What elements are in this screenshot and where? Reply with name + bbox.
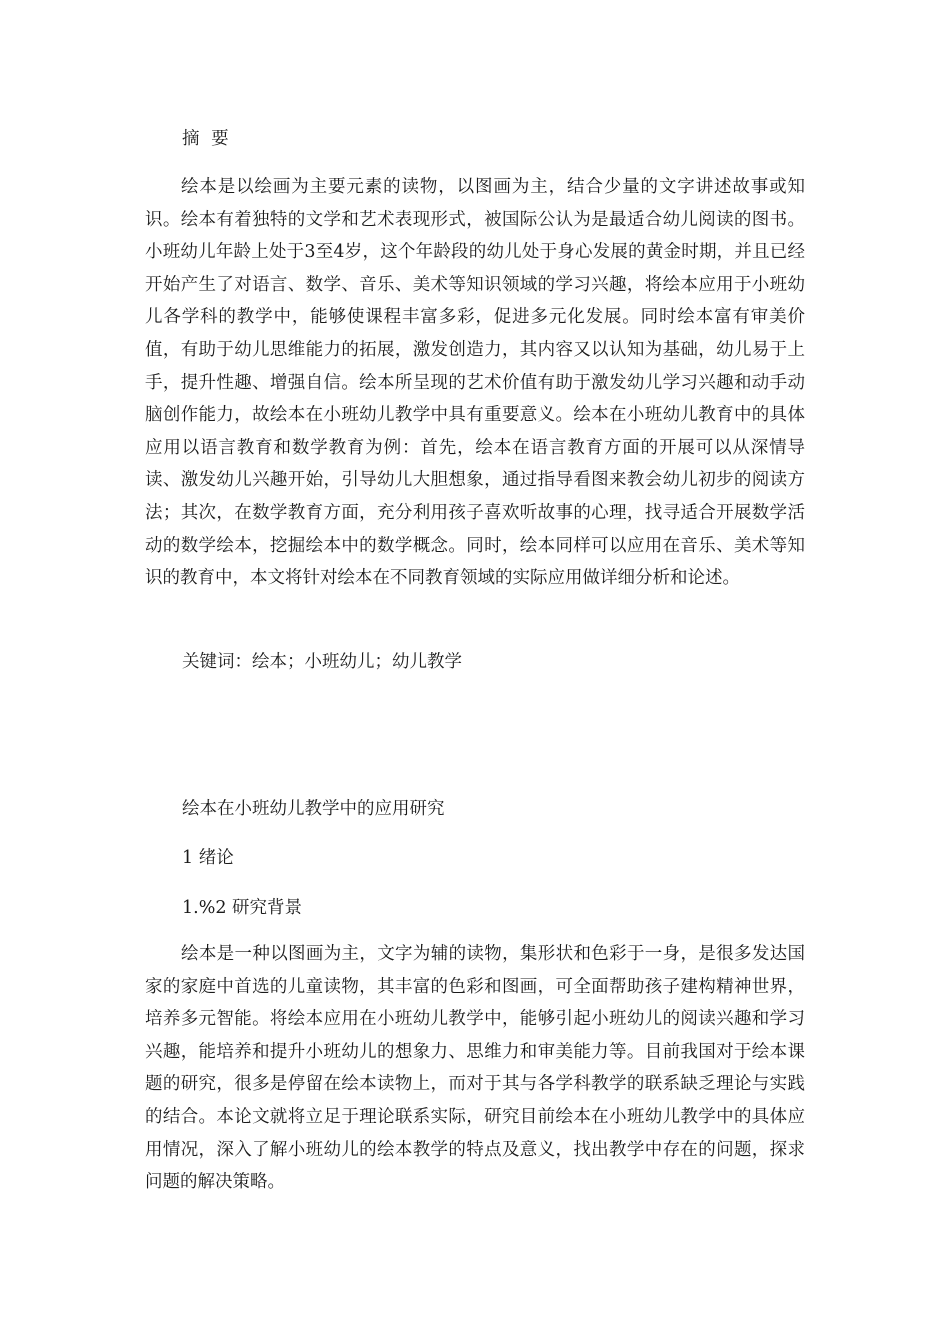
section-heading-introduction: 1 绪论 <box>182 848 234 868</box>
abstract-heading: 摘 要 <box>182 129 232 149</box>
background-body: 绘本是一种以图画为主，文字为辅的读物，集形状和色彩于一身，是很多发达国家的家庭中首选的儿童读物，其丰富的色彩和图画，可全面帮助孩子建构精神世界，培养多元智能。将绘本应用在小班幼儿教学中，能够引起小班幼儿的阅读兴趣和学习兴趣，能培养和提升小班幼儿的想象力、思维力和审美能力等。目前我国对于绘本课题的研究，很多是停留在绘本读物上，而对于其与各学科教学的联系缺乏理论与实践的结合。本论文就将立足于理论联系实际，研究目前绘本在小班幼儿教学中的具体应用情况，深入了解小班幼儿的绘本教学的特点及意义，找出教学中存在的问题，探求问题的解决策略。 <box>145 944 805 1193</box>
subsection-heading-background: 1.%2 研究背景 <box>182 898 303 918</box>
abstract-body: 绘本是以绘画为主要元素的读物，以图画为主，结合少量的文字讲述故事或知识。绘本有着独特的文学和艺术表现形式，被国际公认为是最适合幼儿阅读的图书。小班幼儿年龄上处于3至4岁，这个年龄段的幼儿处于身心发展的黄金时期，并且已经开始产生了对语言、数学、音乐、美术等知识领域的学习兴趣，将绘本应用于小班幼儿各学科的教学中，能够使课程丰富多彩，促进多元化发展。同时绘本富有审美价值，有助于幼儿思维能力的拓展，激发创造力，其内容又以认知为基础，幼儿易于上手，提升性趣、增强自信。绘本所呈现的艺术价值有助于激发幼儿学习兴趣和动手动脑创作能力，故绘本在小班幼儿教学中具有重要意义。绘本在小班幼儿教育中的具体应用以语言教育和数学教育为例：首先，绘本在语言教育方面的开展可以从深情导读、激发幼儿兴趣开始，引导幼儿大胆想象，通过指导看图来教会幼儿初步的阅读方法；其次，在数学教育方面，充分利用孩子喜欢听故事的心理，找寻适合开展数学活动的数学绘本，挖掘绘本中的数学概念。同时，绘本同样可以应用在音乐、美术等知识的教育中，本文将针对绘本在不同教育领域的实际应用做详细分析和论述。 <box>145 177 805 589</box>
keywords-line: 关键词：绘本；小班幼儿；幼儿教学 <box>182 652 462 672</box>
paper-title: 绘本在小班幼儿教学中的应用研究 <box>182 799 445 819</box>
